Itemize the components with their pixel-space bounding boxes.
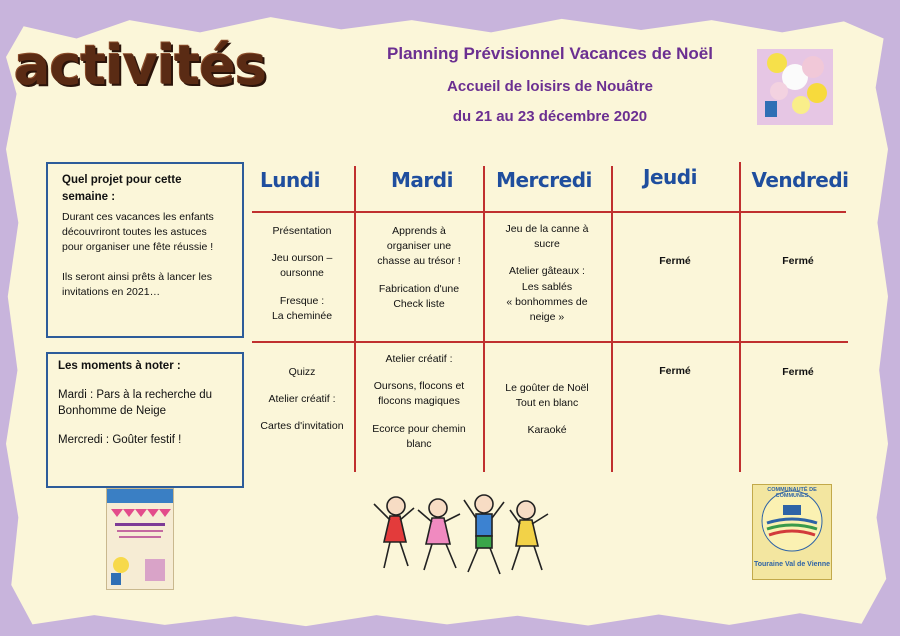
activity-text: organiser une <box>386 240 452 253</box>
project-title-line2: semaine : <box>62 190 116 203</box>
community-logo <box>752 484 832 580</box>
grid-line <box>252 341 848 343</box>
activity-text: Apprends à <box>392 225 446 237</box>
cell-morning-vendredi: Fermé <box>782 255 814 267</box>
moments-box <box>46 352 244 488</box>
activity-text: Atelier créatif : <box>385 353 453 365</box>
cell-afternoon-vendredi: Fermé <box>782 366 814 378</box>
project-box <box>46 162 244 338</box>
moment-line: Bonhomme de Neige <box>58 405 167 418</box>
activity-text: Jeu ourson – <box>271 252 333 265</box>
page-dates: du 21 au 23 décembre 2020 <box>452 108 648 125</box>
project-text-line: pour organiser une fête réussie ! <box>62 241 214 254</box>
activity-text: Karaoké <box>527 424 567 437</box>
activity-text: Les sablés <box>521 280 573 293</box>
moment-line: Mardi : Pars à la recherche du <box>58 388 213 401</box>
project-text-line: Ils seront ainsi prêts à lancer les <box>62 270 212 283</box>
activity-text: Fresque : <box>279 294 325 307</box>
project-text-line: découvriront toutes les astuces <box>62 226 207 239</box>
activity-text: Atelier créatif : <box>268 393 336 406</box>
flyer-thumbnail <box>106 488 174 590</box>
logo-name: Touraine Val de Vienne <box>754 561 830 568</box>
activity-text: La cheminée <box>271 309 333 322</box>
cell-afternoon-jeudi: Fermé <box>659 365 691 377</box>
activity-text: Tout en blanc <box>515 397 579 410</box>
day-header-mardi: Mardi <box>391 168 453 192</box>
activity-text: Jeu de la canne à <box>505 223 589 235</box>
project-title-line1: Quel projet pour cette <box>62 174 182 186</box>
activity-text: Oursons, flocons et <box>373 380 465 393</box>
activity-text: Fabrication d'une <box>378 282 460 295</box>
activity-text: chasse au trésor ! <box>377 255 461 268</box>
balloons-image <box>757 49 833 125</box>
activity-text: blanc <box>406 437 432 450</box>
logo-arc-text: COMMUNAUTÉ DE COMMUNES <box>767 487 817 499</box>
cell-afternoon-mardi <box>362 352 476 452</box>
activity-text: Atelier gâteaux : <box>509 265 585 278</box>
cell-morning-mardi <box>362 224 476 312</box>
grid-line <box>739 162 741 472</box>
activity-text: oursonne <box>280 267 324 280</box>
cell-afternoon-lundi <box>250 365 354 435</box>
day-header-lundi: Lundi <box>260 168 320 192</box>
activity-text: Ecorce pour chemin <box>372 422 466 435</box>
project-text-line: Durant ces vacances les enfants <box>62 211 214 223</box>
activity-text: Check liste <box>393 297 445 310</box>
activity-text: « bonhommes de <box>506 295 588 308</box>
project-text-line: invitations en 2021… <box>62 285 161 298</box>
cell-morning-mercredi <box>490 222 604 325</box>
activity-text: Présentation <box>272 225 332 237</box>
cell-morning-jeudi: Fermé <box>659 255 691 267</box>
jumping-kids-illustration <box>360 490 560 590</box>
grid-line <box>252 211 846 213</box>
cell-morning-lundi <box>250 224 354 324</box>
activity-text: Quizz <box>288 366 316 378</box>
activity-text: flocons magiques <box>378 395 460 408</box>
cell-afternoon-mercredi <box>490 381 604 439</box>
moments-title: Les moments à noter : <box>58 360 181 372</box>
day-header-mercredi: Mercredi <box>496 168 592 192</box>
moment-line: Mercredi : Goûter festif ! <box>58 434 182 447</box>
activity-text: sucre <box>534 238 560 251</box>
activity-text: neige » <box>529 311 565 324</box>
page-title: Planning Prévisionnel Vacances de Noël <box>387 44 713 63</box>
activity-text: Le goûter de Noël <box>505 382 589 394</box>
day-header-jeudi: Jeudi <box>643 165 697 189</box>
page-subtitle: Accueil de loisirs de Nouâtre <box>447 78 653 95</box>
day-header-vendredi: Vendredi <box>751 168 849 192</box>
brand-title: activités <box>14 34 267 97</box>
activity-text: Cartes d'invitation <box>260 420 344 433</box>
